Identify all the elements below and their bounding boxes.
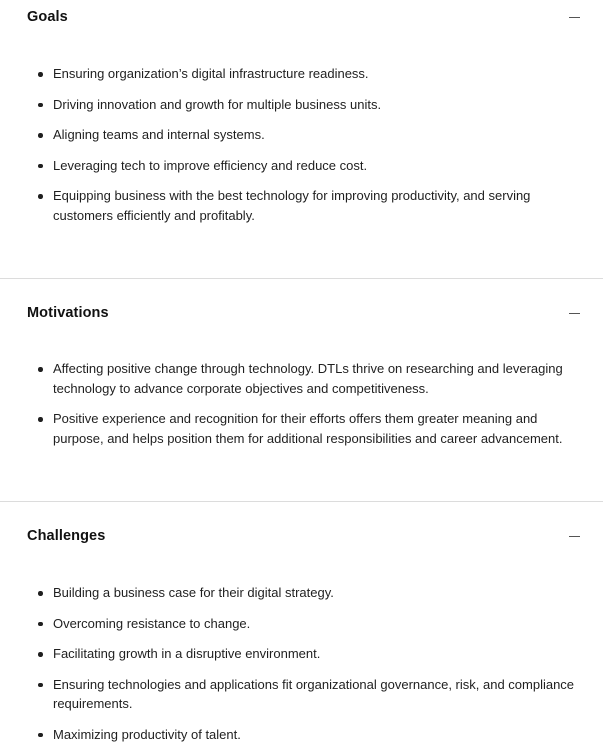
- list-item: Positive experience and recognition for their efforts offers them greater meaning and purpose, and helps position them for additional responsibilities and career advancement.: [53, 409, 585, 448]
- minus-icon[interactable]: [569, 536, 580, 538]
- section-divider: [0, 278, 603, 279]
- list-item: Building a business case for their digital strategy.: [53, 583, 585, 603]
- list-item: Affecting positive change through technology. DTLs thrive on researching and leveraging technology to advance corporate objectives and competitiveness.: [53, 359, 585, 398]
- list-item: Facilitating growth in a disruptive environment.: [53, 644, 585, 664]
- motivations-list: [53, 359, 585, 459]
- list-item: Overcoming resistance to change.: [53, 614, 585, 634]
- list-item: Equipping business with the best technology for improving productivity, and serving customers efficiently and profitably.: [53, 186, 585, 225]
- list-item: Maximizing productivity of talent.: [53, 725, 585, 745]
- list-item: Ensuring organization’s digital infrastructure readiness.: [53, 64, 585, 84]
- section-divider: [0, 501, 603, 502]
- section-title-goals: Goals: [27, 9, 68, 25]
- goals-header[interactable]: [27, 6, 581, 28]
- goals-list: [53, 64, 585, 236]
- challenges-header[interactable]: [27, 525, 581, 547]
- challenges-list: [53, 583, 585, 753]
- minus-icon[interactable]: [569, 17, 580, 19]
- section-title-motivations: Motivations: [27, 305, 109, 321]
- motivations-header[interactable]: [27, 302, 581, 324]
- list-item: Driving innovation and growth for multiple business units.: [53, 95, 585, 115]
- section-title-challenges: Challenges: [27, 528, 106, 544]
- list-item: Leveraging tech to improve efficiency and reduce cost.: [53, 156, 585, 176]
- list-item: Aligning teams and internal systems.: [53, 125, 585, 145]
- minus-icon[interactable]: [569, 313, 580, 315]
- list-item: Ensuring technologies and applications fit organizational governance, risk, and compliance requirements.: [53, 675, 585, 714]
